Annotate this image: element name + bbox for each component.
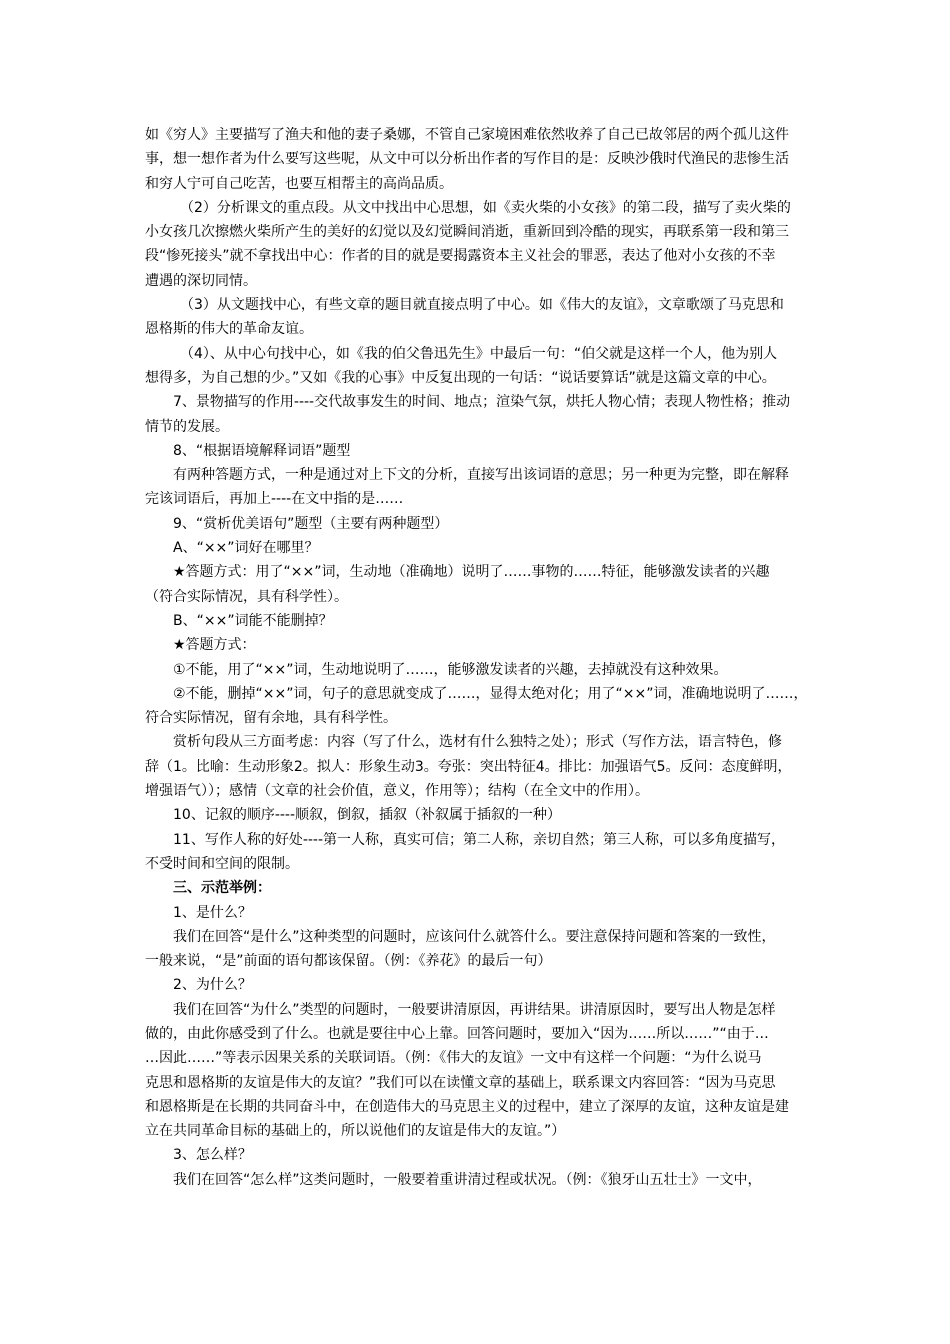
- text-line: 11、写作人称的好处----第一人称，真实可信；第二人称，亲切自然；第三人称，可以多角度描写，: [173, 831, 786, 848]
- text-line: 我们在回答“是什么”这种类型的问题时，应该问什么就答什么。要注意保持问题和答案的一致性，: [173, 928, 776, 945]
- text-line: A、“××”词好在哪里？: [173, 540, 319, 557]
- text-line: 我们在回答“怎么样”这类问题时，一般要着重讲清过程或状况。（例：《狼牙山五壮士》一文中，: [173, 1171, 762, 1188]
- text-line: 和恩格斯是在长期的共同奋斗中，在创造伟大的马克思主义的过程中，建立了深厚的友谊，这种友谊是建: [145, 1098, 789, 1115]
- text-line: ★答题方式：: [173, 637, 256, 654]
- text-line: 立在共同革命目标的基础上的，所以说他们的友谊是伟大的友谊。”）: [145, 1123, 566, 1140]
- text-line: ①不能，用了“××”词，生动地说明了……，能够激发读者的兴趣，去掉就没有这种效果。: [173, 661, 728, 678]
- text-line: 完该词语后，再加上----在文中指的是……: [145, 491, 404, 508]
- text-line: 克思和恩格斯的友谊是伟大的友谊？”我们可以在读懂文章的基础上，联系课文内容回答：“因为马克思: [145, 1074, 776, 1091]
- text-line: 7、景物描写的作用----交代故事发生的时间、地点；渲染气氛，烘托人物心情；表现人物性格；推动: [173, 394, 791, 411]
- text-line: 9、“赏析优美语句”题型（主要有两种题型）: [173, 515, 449, 532]
- document-body: [145, 123, 815, 1192]
- text-line: 10、记叙的顺序----顺叙，倒叙，插叙（补叙属于插叙的一种）: [173, 807, 562, 824]
- text-line: ②不能，删掉“××”词，句子的意思就变成了……，显得太绝对化；用了“××”词，准确地说明了……，: [173, 685, 808, 702]
- text-line: 段“惨死接头”就不拿找出中心：作者的目的就是要揭露资本主义社会的罪恶，表达了他对小女孩的不幸: [145, 248, 776, 265]
- text-line: 8、“根据语境解释词语”题型: [173, 442, 351, 459]
- text-line: 2、为什么？: [173, 977, 252, 994]
- text-line: 想得多，为自己想的少。”又如《我的心事》中反复出现的一句话：“说话要算话”就是这篇文章的中心。: [145, 369, 776, 386]
- text-line: 3、怎么样？: [173, 1147, 252, 1164]
- text-line: …因此……”等表示因果关系的关联词语。（例：《伟大的友谊》一文中有这样一个问题：“为什么说马: [145, 1050, 762, 1067]
- text-line: 辞（1。比喻：生动形象2。拟人：形象生动3。夸张：突出特征4。排比：加强语气5。反问：态度鲜明，: [145, 758, 792, 775]
- section-heading: 三、示范举例：: [173, 880, 271, 897]
- text-line: 做的，由此你感受到了什么。也就是要往中心上靠。回答问题时，要加入“因为……所以……”“由于…: [145, 1025, 769, 1042]
- text-line: 小女孩几次擦燃火柴所产生的美好的幻觉以及幻觉瞬间消逝，重新回到冷酷的现实，再联系第一段和第三: [145, 224, 789, 241]
- text-line: 一般来说，“是”前面的语句都该保留。（例：《养花》的最后一句）: [145, 953, 552, 970]
- text-line: 不受时间和空间的限制。: [145, 855, 299, 872]
- text-line: 有两种答题方式，一种是通过对上下文的分析，直接写出该词语的意思；另一种更为完整，即在解释: [173, 467, 789, 484]
- text-line: 增强语气））；感情（文章的社会价值，意义，作用等）；结构（在全文中的作用）。: [145, 783, 649, 800]
- text-line: 遭遇的深切同情。: [145, 272, 257, 289]
- text-line: 情节的发展。: [145, 418, 229, 435]
- text-line: （4）、从中心句找中心，如《我的伯父鲁迅先生》中最后一句：“伯父就是这样一个人，他为别人: [180, 345, 778, 362]
- text-line: 事，想一想作者为什么要写这些呢，从文中可以分析出作者的写作目的是：反映沙俄时代渔民的悲惨生活: [145, 151, 789, 168]
- text-line: （2）分析课文的重点段。从文中找出中心思想，如《卖火柴的小女孩》的第二段，描写了卖火柴的: [180, 199, 791, 216]
- text-line: 如《穷人》主要描写了渔夫和他的妻子桑娜，不管自己家境困难依然收养了自己已故邻居的两个孤儿这件: [145, 127, 789, 143]
- text-line: 和穷人宁可自己吃苦，也要互相帮主的高尚品质。: [145, 175, 453, 192]
- text-line: 符合实际情况，留有余地，具有科学性。: [145, 710, 397, 727]
- text-line: （3）从文题找中心，有些文章的题目就直接点明了中心。如《伟大的友谊》，文章歌颂了马克思和: [180, 297, 784, 314]
- text-line: 恩格斯的伟大的革命友谊。: [145, 321, 313, 338]
- text-line: B、“××”词能不能删掉？: [173, 612, 333, 629]
- text-line: 我们在回答“为什么”类型的问题时，一般要讲清原因，再讲结果。讲清原因时，要写出人物是怎样: [173, 1001, 776, 1018]
- text-line: 1、是什么？: [173, 904, 252, 921]
- text-line: （符合实际情况，具有科学性）。: [145, 588, 348, 605]
- text-line: ★答题方式：用了“××”词，生动地（准确地）说明了……事物的……特征，能够激发读者的兴趣: [173, 564, 770, 581]
- text-line: 赏析句段从三方面考虑：内容（写了什么，选材有什么独特之处）；形式（写作方法，语言特色，修: [173, 734, 782, 751]
